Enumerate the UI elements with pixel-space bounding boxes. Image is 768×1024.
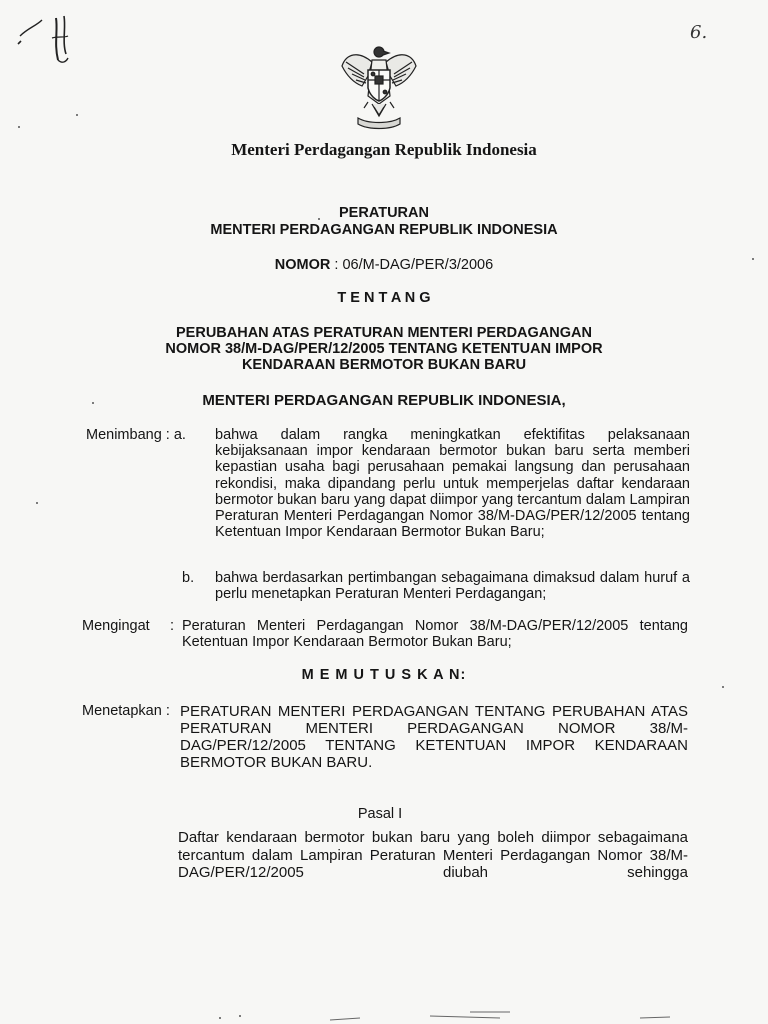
subject-line-1: PERUBAHAN ATAS PERATURAN MENTERI PERDAGANGAN xyxy=(176,325,592,341)
menimbang-item-b-marker: b. xyxy=(182,570,195,586)
handwritten-mark-icon xyxy=(14,8,86,70)
authority-line: MENTERI PERDAGANGAN REPUBLIK INDONESIA, xyxy=(202,392,566,409)
mengingat-colon: : xyxy=(170,618,175,634)
regulation-issuer: MENTERI PERDAGANGAN REPUBLIK INDONESIA xyxy=(210,222,558,238)
menetapkan-text: PERATURAN MENTERI PERDAGANGAN TENTANG PERUBAHAN ATAS PERATURAN MENTERI PERDAGANGAN NOMOR 38/M-DAG/PER/12/2005 TENTANG KETENTUAN IMPOR KENDARAAN BERMOTOR BUKAN BARU. xyxy=(180,703,688,771)
subject-line-2: NOMOR 38/M-DAG/PER/12/2005 TENTANG KETENTUAN IMPOR xyxy=(165,341,603,357)
number-value: : 06/M-DAG/PER/3/2006 xyxy=(334,257,494,273)
page-number: 6. xyxy=(690,22,708,43)
ministry-header: Menteri Perdagangan Republik Indonesia xyxy=(231,140,537,159)
mengingat-label: Mengingat xyxy=(82,618,150,634)
menimbang-item-b: bahwa berdasarkan pertimbangan sebagaimana dimaksud dalam huruf a perlu menetapkan Peraturan Menteri Perdagangan; xyxy=(215,570,690,603)
menimbang-label: Menimbang : a. xyxy=(86,427,186,443)
scan-edge-artifact xyxy=(0,1004,768,1024)
pasal-heading: Pasal I xyxy=(357,806,403,822)
mengingat-text: Peraturan Menteri Perdagangan Nomor 38/M-DAG/PER/12/2005 tentang Ketentuan Impor Kendaraan Bermotor Bukan Baru; xyxy=(182,618,688,651)
memutuskan-heading: M E M U T U S K A N: xyxy=(301,667,467,683)
number-label: NOMOR xyxy=(274,257,331,273)
pasal-text: Daftar kendaraan bermotor bukan baru yang boleh diimpor sebagaimana tercantum dalam Lampiran Peraturan Menteri Perdagangan Nomor 38/M-DAG/PER/12/2005 diubah sehingga xyxy=(178,829,688,881)
menetapkan-label: Menetapkan : xyxy=(82,703,170,719)
subject-line-3: KENDARAAN BERMOTOR BUKAN BARU xyxy=(241,357,527,373)
regulation-number xyxy=(0,257,768,273)
menimbang-item-a: bahwa dalam rangka meningkatkan efektifitas pelaksanaan kebijaksanaan impor kendaraan bermotor bukan baru serta memberi kepastian usaha bagi perusahaan pemakai langsung dan perusahaan rekondisi, maka dipandang perlu untuk memperjelas daftar kendaraan bermotor bukan baru yang dapat diimpor yang tercantum dalam Lampiran Peraturan Menteri Perdagangan Nomor 38/M-DAG/PER/12/2005 tentang Ketentuan Impor Kendaraan Bermotor Bukan Baru; xyxy=(215,427,690,541)
tentang-heading: T E N T A N G xyxy=(337,290,431,306)
regulation-type: PERATURAN xyxy=(339,205,429,221)
garuda-emblem-icon xyxy=(338,40,420,130)
